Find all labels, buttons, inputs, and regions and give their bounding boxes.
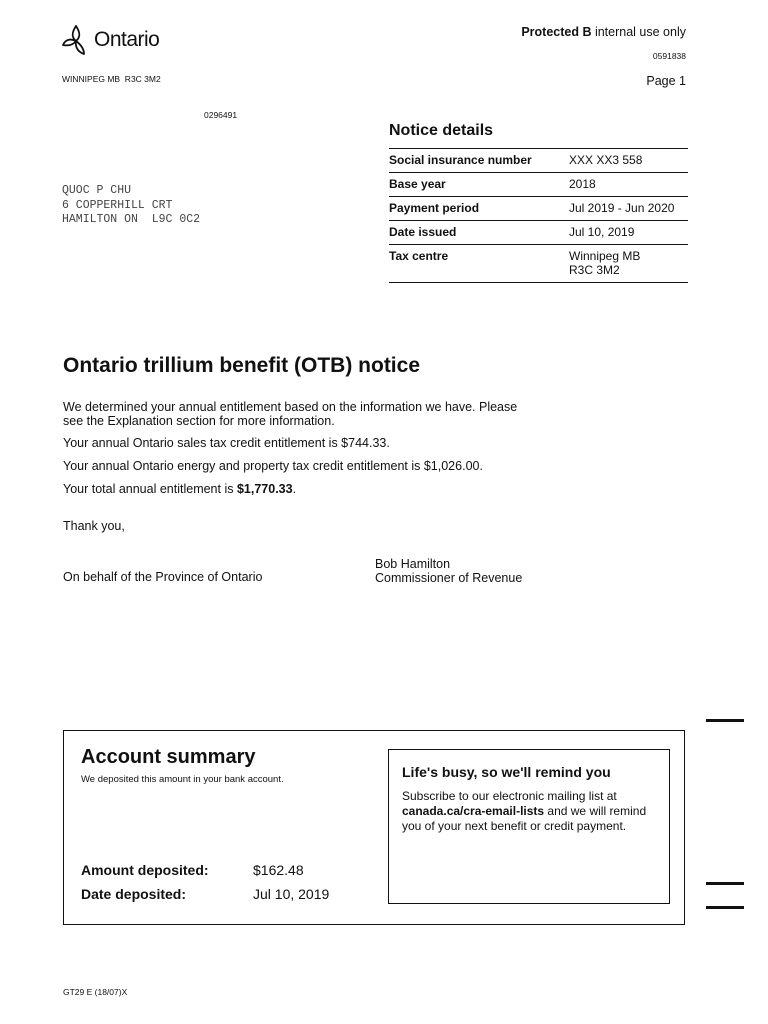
notice-details <box>389 122 688 283</box>
detail-value: 2018 <box>569 177 596 191</box>
reminder-text-end: and we will remind you of your next benefit or credit payment. <box>402 804 647 833</box>
detail-row-sin <box>389 148 688 172</box>
account-summary-subtitle: We deposited this amount in your bank account. <box>81 774 284 785</box>
detail-label: Tax centre <box>389 249 449 263</box>
recipient-street: 6 COPPERHILL CRT <box>62 198 173 212</box>
trillium-icon <box>62 24 92 56</box>
page-marker-line <box>706 906 744 909</box>
detail-label: Payment period <box>389 201 480 215</box>
return-address: WINNIPEG MB R3C 3M2 <box>62 74 161 84</box>
reminder-text-start: Subscribe to our electronic mailing list at <box>402 789 617 803</box>
detail-row-tax-centre <box>389 244 688 283</box>
detail-row-base-year <box>389 172 688 196</box>
notice-details-table <box>389 148 688 283</box>
detail-label: Social insurance number <box>389 153 532 167</box>
total-entitlement-prefix: Your total annual entitlement is <box>63 482 237 496</box>
detail-label: Date issued <box>389 225 457 239</box>
date-deposited-label: Date deposited: <box>81 886 187 902</box>
account-summary-title: Account summary <box>81 746 256 768</box>
ontario-logo <box>62 24 159 56</box>
page-marker-line <box>706 882 744 885</box>
detail-row-payment-period <box>389 196 688 220</box>
protected-classification: Protected B <box>521 25 592 39</box>
detail-value: Winnipeg MB R3C 3M2 <box>569 249 641 277</box>
total-entitlement-amount: $1,770.33 <box>236 482 293 496</box>
signer-name: Bob Hamilton <box>375 557 451 571</box>
form-code: 0591838 <box>652 51 686 61</box>
detail-value: Jul 10, 2019 <box>569 225 635 239</box>
reminder-box <box>388 749 670 904</box>
thank-you: Thank you, <box>63 519 125 533</box>
footer-form-id: GT29 E (18/07)X <box>63 987 128 997</box>
on-behalf: On behalf of the Province of Ontario <box>63 570 263 584</box>
date-deposited-value: Jul 10, 2019 <box>253 886 330 902</box>
detail-row-date-issued <box>389 220 688 244</box>
protected-label <box>521 25 686 39</box>
page-number: Page 1 <box>646 74 686 88</box>
mail-code: 0296491 <box>204 110 238 120</box>
recipient-city: HAMILTON ON L9C 0C2 <box>62 213 201 226</box>
notice-details-title: Notice details <box>389 122 494 139</box>
signer-title: Commissioner of Revenue <box>375 571 523 585</box>
detail-value: Jul 2019 - Jun 2020 <box>569 201 675 215</box>
amount-deposited-value: $162.48 <box>253 862 304 878</box>
energy-property-credit-text: Your annual Ontario energy and property tax credit entitlement is $1,026.00. <box>63 459 483 473</box>
page-marker-line <box>706 719 744 722</box>
logo-text: Ontario <box>94 28 160 51</box>
intro-paragraph: We determined your annual entitlement based on the information we have. Please see the Explanation section for more information. <box>63 400 518 428</box>
total-entitlement-suffix: . <box>292 482 297 496</box>
sales-tax-credit-text: Your annual Ontario sales tax credit entitlement is $744.33. <box>63 436 390 450</box>
total-entitlement-text <box>63 482 533 496</box>
amount-deposited-label: Amount deposited: <box>81 862 209 878</box>
protected-suffix: internal use only <box>591 25 686 39</box>
email-list-link[interactable]: canada.ca/cra-email-lists <box>402 804 545 818</box>
recipient-address <box>62 184 200 228</box>
signer-block <box>375 557 522 585</box>
recipient-name: QUOC P CHU <box>62 184 132 197</box>
page-title: Ontario trillium benefit (OTB) notice <box>63 354 420 377</box>
reminder-title: Life's busy, so we'll remind you <box>402 764 611 780</box>
detail-value: XXX XX3 558 <box>569 153 643 167</box>
detail-label: Base year <box>389 177 446 191</box>
reminder-text <box>402 789 656 834</box>
